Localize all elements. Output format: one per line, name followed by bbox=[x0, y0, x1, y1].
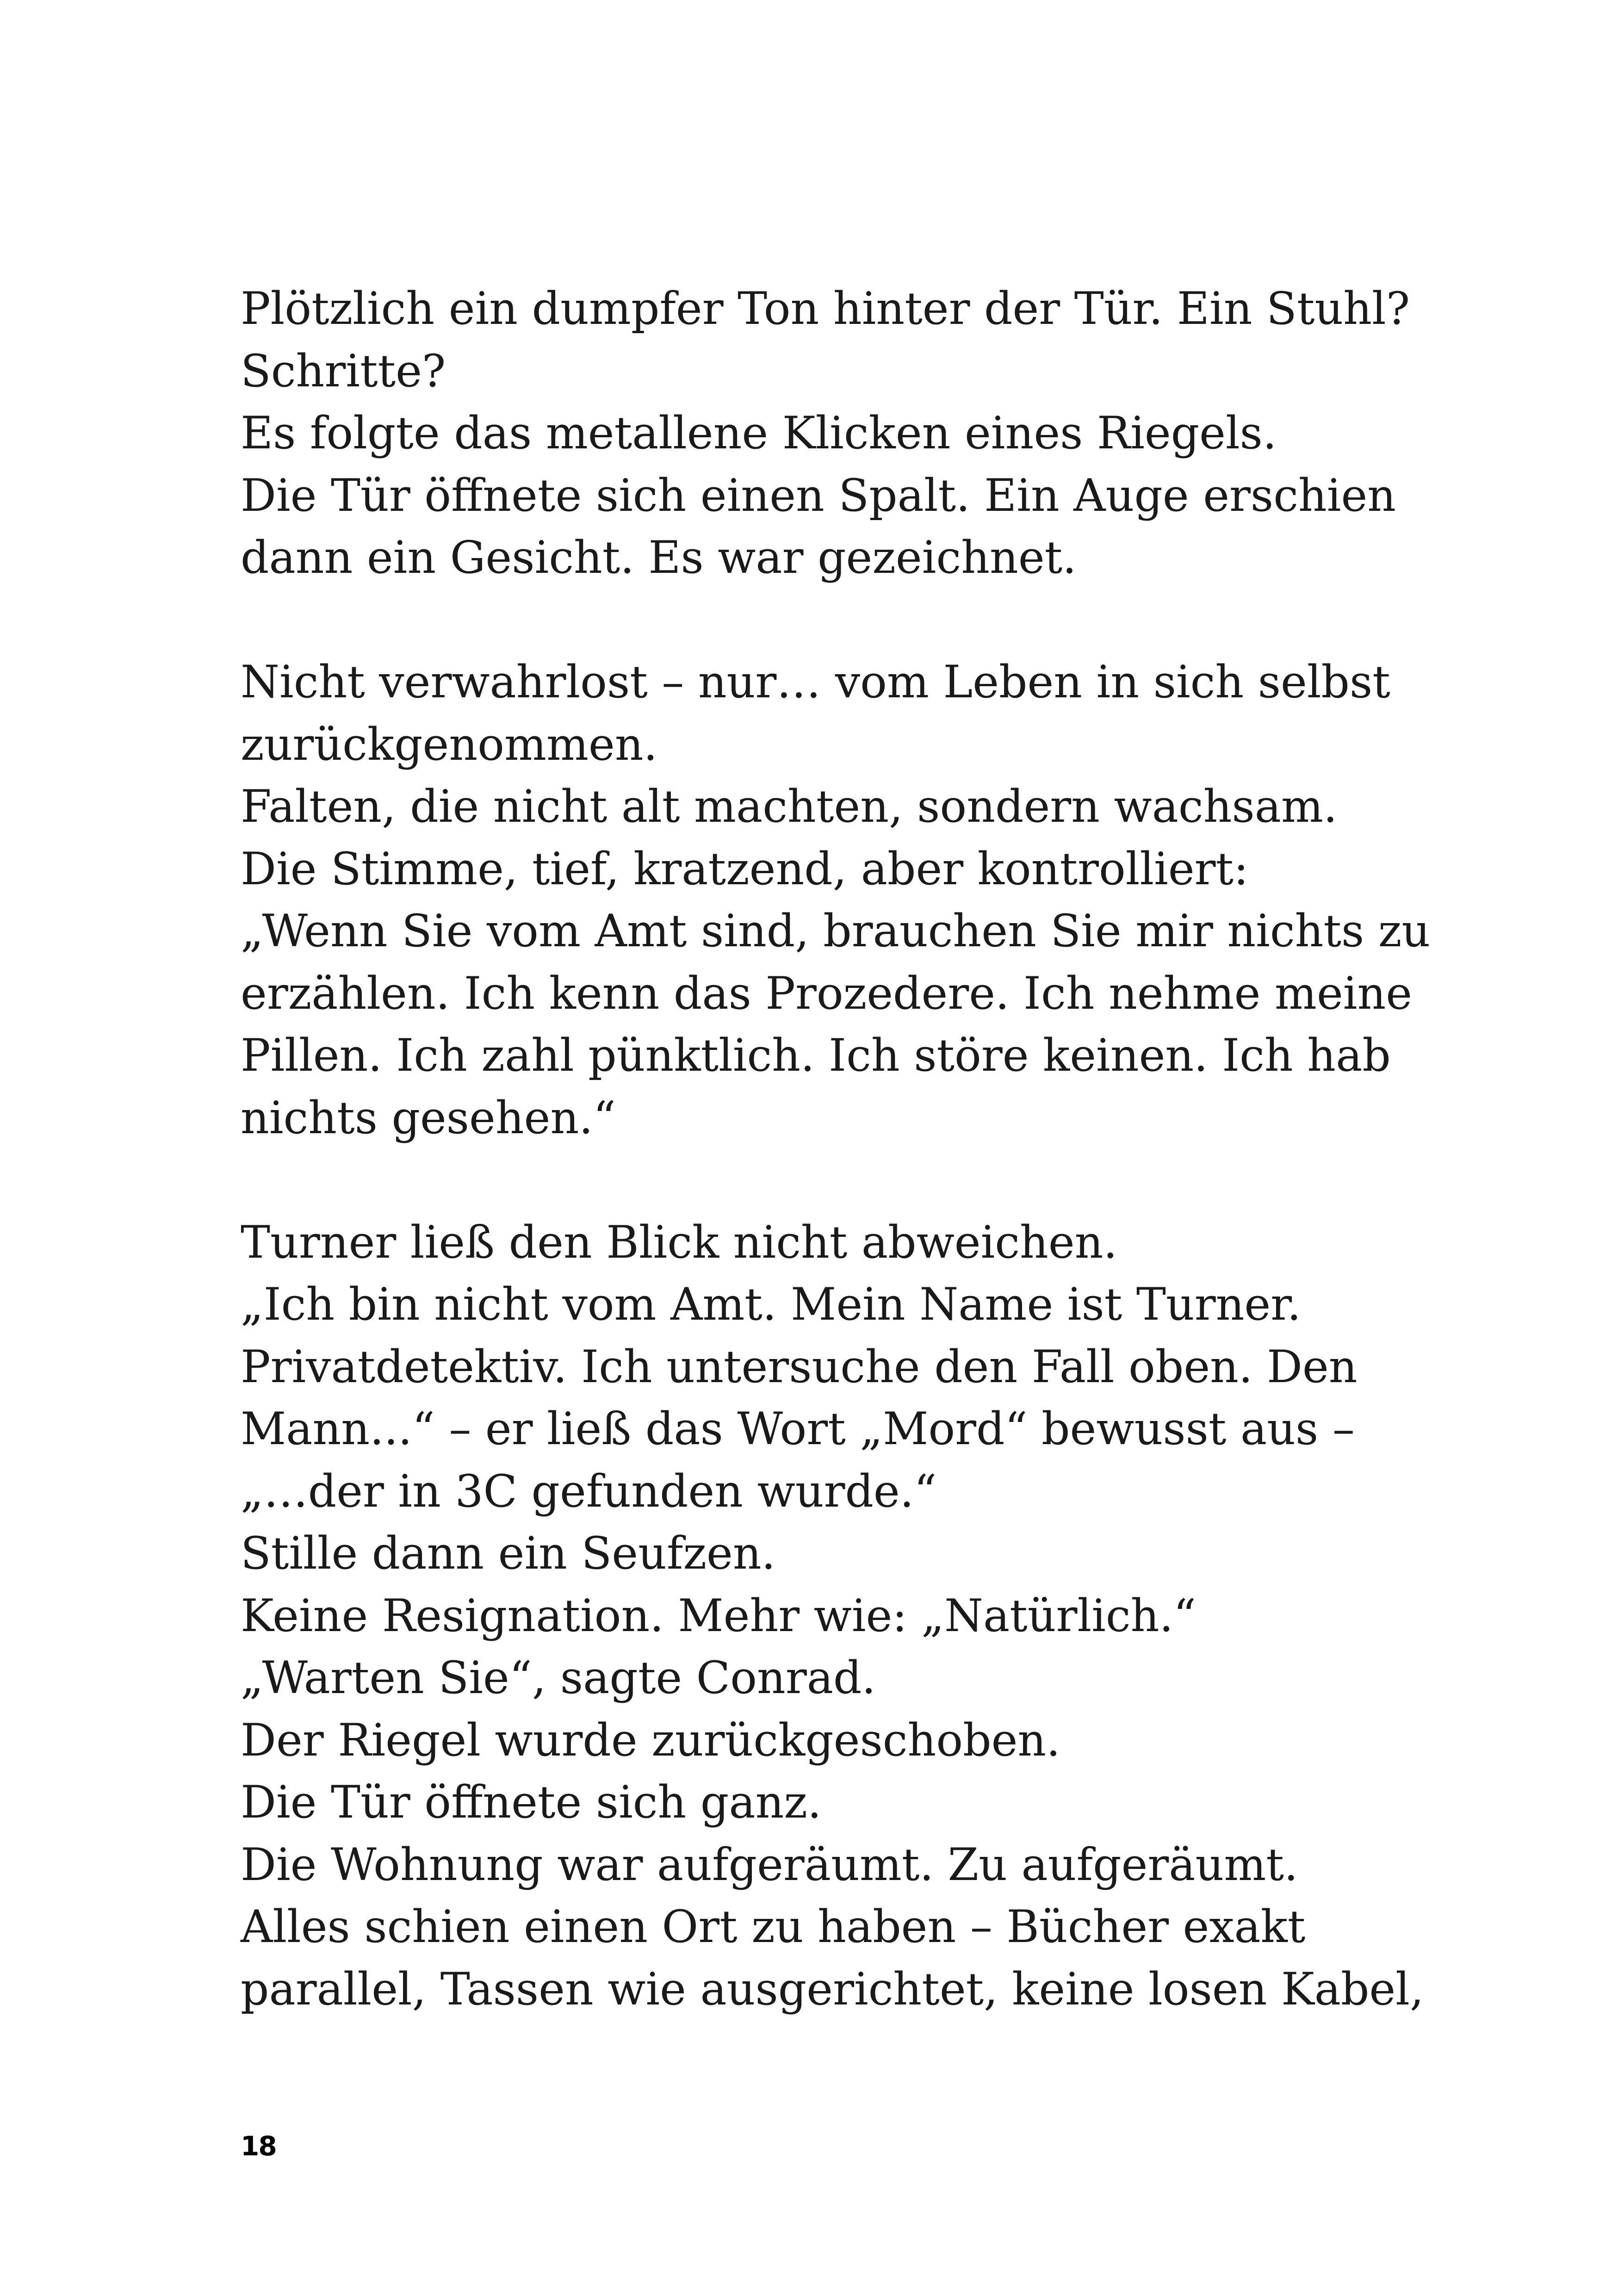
text-line: zurückgenommen. bbox=[241, 718, 658, 770]
text-line: Turner ließ den Blick nicht abweichen. bbox=[241, 1216, 1118, 1268]
text-line: parallel, Tassen wie ausgerichtet, keine losen Kabel, bbox=[241, 1963, 1424, 2015]
text-line: Die Tür öffnete sich ganz. bbox=[241, 1776, 822, 1828]
text-line: Der Riegel wurde zurückgeschoben. bbox=[241, 1714, 1060, 1766]
text-line: Keine Resignation. Mehr wie: „Natürlich.“ bbox=[241, 1589, 1196, 1642]
paragraph-3 bbox=[241, 1211, 1424, 2021]
text-line: „Ich bin nicht vom Amt. Mein Name ist Turner. bbox=[241, 1278, 1302, 1330]
text-line: Pillen. Ich zahl pünktlich. Ich störe keinen. Ich hab bbox=[241, 1030, 1391, 1081]
page-number: 18 bbox=[241, 2130, 276, 2162]
text-line: „Warten Sie“, sagte Conrad. bbox=[241, 1652, 876, 1704]
text-line: Falten, die nicht alt machten, sondern wachsam. bbox=[241, 781, 1338, 832]
paragraph-gap bbox=[241, 1149, 1397, 1211]
text-line: Alles schien einen Ort zu haben – Bücher exakt bbox=[241, 1901, 1306, 1953]
text-line: dann ein Gesicht. Es war gezeichnet. bbox=[241, 532, 1077, 583]
text-line: Die Stimme, tief, kratzend, aber kontrolliert: bbox=[241, 843, 1249, 895]
text-line: Privatdetektiv. Ich untersuche den Fall oben. Den bbox=[241, 1340, 1358, 1393]
text-line: Mann...“ – er ließ das Wort „Mord“ bewusst aus – bbox=[241, 1403, 1355, 1455]
text-line: erzählen. Ich kenn das Prozedere. Ich nehme meine bbox=[241, 967, 1413, 1019]
text-line: Die Wohnung war aufgeräumt. Zu aufgeräumt. bbox=[241, 1838, 1298, 1891]
text-line: „…der in 3C gefunden wurde.“ bbox=[241, 1465, 937, 1517]
body-text bbox=[241, 278, 1431, 2020]
paragraph-gap bbox=[241, 589, 1397, 652]
text-line: nichts gesehen.“ bbox=[241, 1092, 616, 1144]
text-line: Es folgte das metallene Klicken eines Riegels. bbox=[241, 407, 1277, 459]
text-line: „Wenn Sie vom Amt sind, brauchen Sie mir nichts zu bbox=[241, 905, 1431, 957]
paragraph-2 bbox=[241, 651, 1431, 1149]
text-line: Stille dann ein Seufzen. bbox=[241, 1527, 776, 1579]
paragraph-1 bbox=[241, 278, 1410, 589]
text-line: Die Tür öffnete sich einen Spalt. Ein Auge erschien bbox=[241, 469, 1396, 521]
text-line: Nicht verwahrlost – nur… vom Leben in sich selbst bbox=[241, 656, 1390, 708]
text-line: Schritte? bbox=[241, 345, 446, 397]
text-line: Plötzlich ein dumpfer Ton hinter der Tür. Ein Stuhl? bbox=[241, 283, 1410, 335]
